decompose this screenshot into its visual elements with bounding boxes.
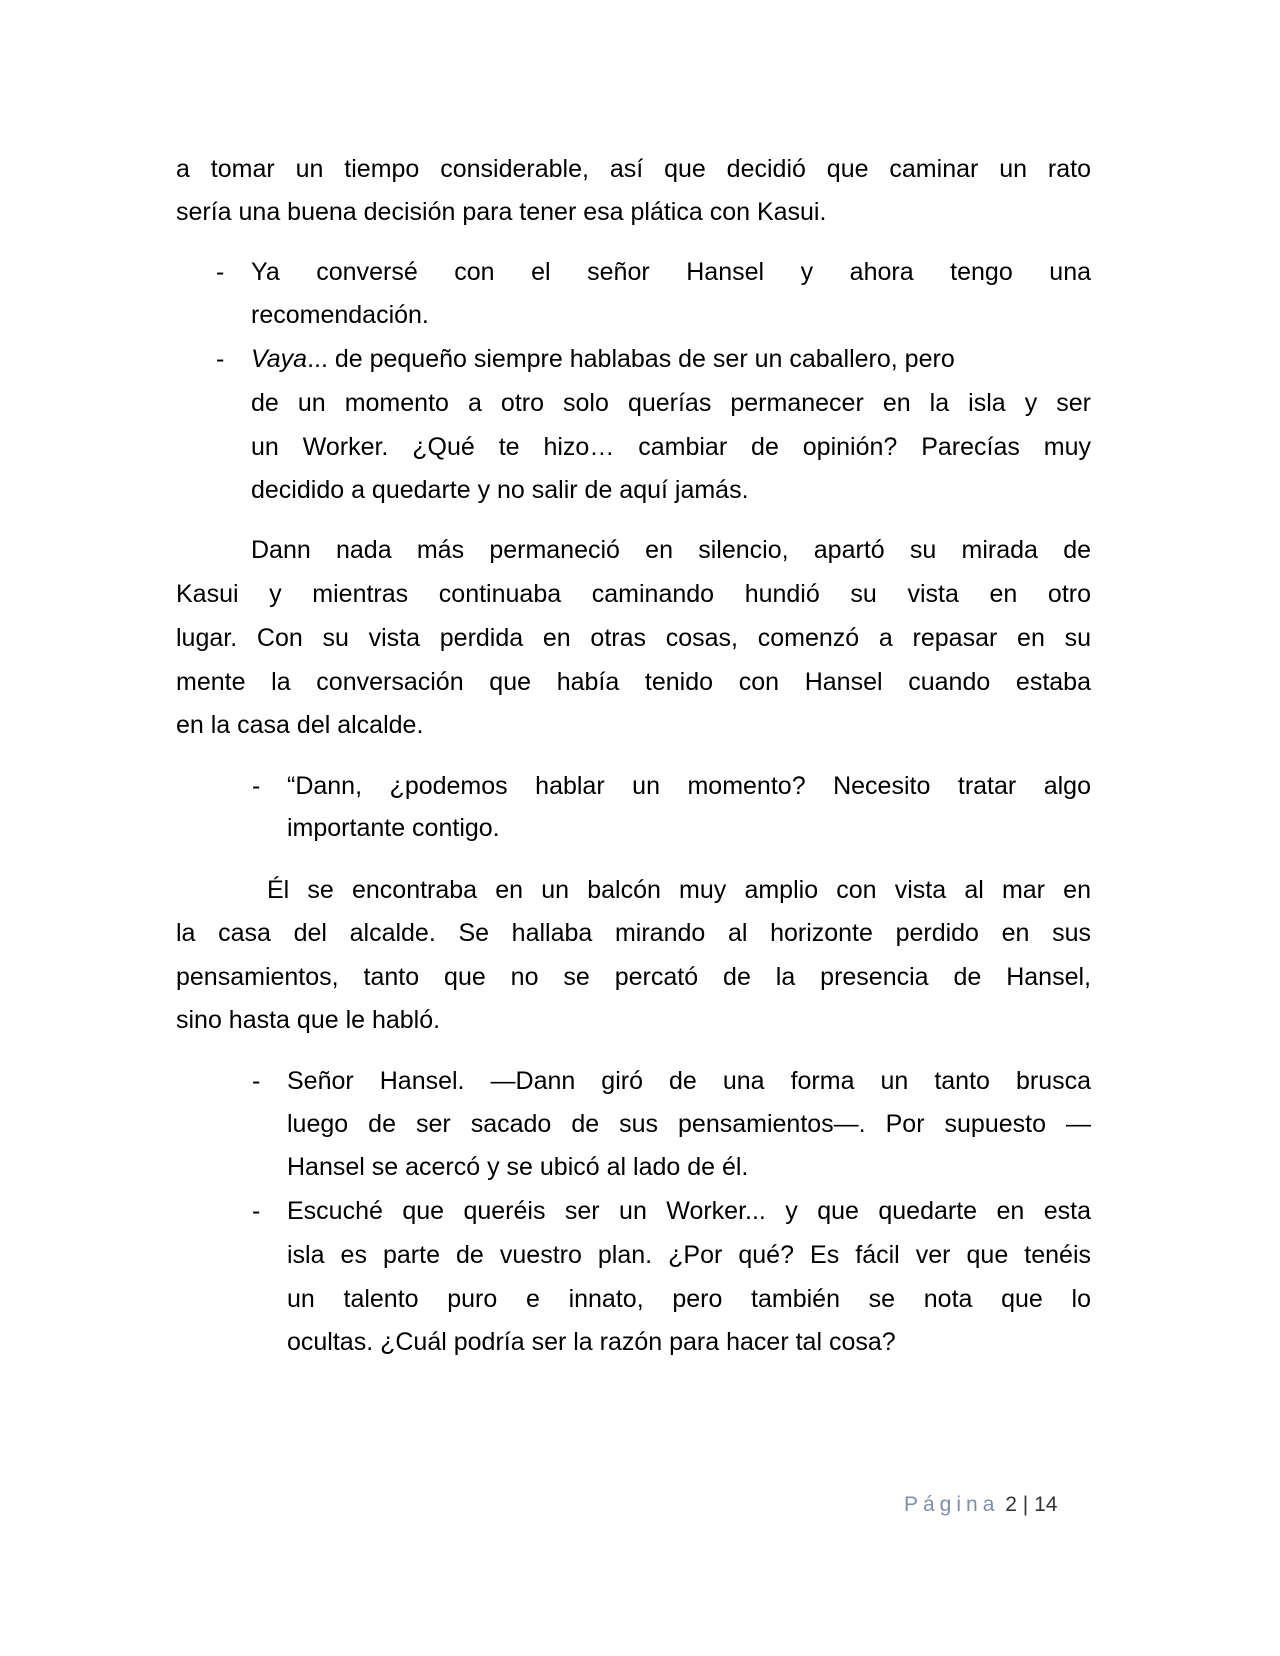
- dialogue-dash: -: [216, 345, 225, 373]
- page-separator: |: [1022, 1493, 1029, 1516]
- page-footer: [904, 1491, 1057, 1519]
- dialogue-text: ... de pequeño siempre hablabas de ser un caballero, pero: [307, 345, 955, 373]
- dialogue-dash: -: [216, 258, 225, 286]
- italic-word: Vaya: [251, 345, 308, 373]
- paragraph-line: sino hasta que le habló.: [176, 1006, 441, 1034]
- page-label: Página: [904, 1493, 1000, 1516]
- dialogue-line: ocultas. ¿Cuál podría ser la razón para hacer tal cosa?: [287, 1328, 896, 1356]
- dialogue-line: decidido a quedarte y no salir de aquí jamás.: [251, 476, 749, 504]
- paragraph-line: en la casa del alcalde.: [176, 711, 424, 739]
- dialogue-line: recomendación.: [251, 301, 429, 329]
- dialogue-dash: -: [252, 1067, 261, 1095]
- dialogue-line: un talento puro e innato, pero también se nota que lo: [287, 1285, 1091, 1313]
- dialogue-line: isla es parte de vuestro plan. ¿Por qué? Es fácil ver que tenéis: [287, 1241, 1091, 1269]
- paragraph-line: pensamientos, tanto que no se percató de la presencia de Hansel,: [176, 963, 1091, 991]
- paragraph-line: mente la conversación que había tenido con Hansel cuando estaba: [176, 668, 1091, 696]
- dialogue-line: [251, 344, 1091, 374]
- dialogue-line: Escuché que queréis ser un Worker... y que quedarte en esta: [287, 1197, 1091, 1225]
- paragraph-line: Él se encontraba en un balcón muy amplio con vista al mar en: [267, 876, 1091, 904]
- dialogue-line: “Dann, ¿podemos hablar un momento? Necesito tratar algo: [287, 772, 1091, 800]
- paragraph-line: sería una buena decisión para tener esa plática con Kasui.: [176, 198, 827, 226]
- dialogue-dash: -: [252, 1197, 261, 1225]
- paragraph-line: la casa del alcalde. Se hallaba mirando al horizonte perdido en sus: [176, 919, 1091, 947]
- paragraph-line: a tomar un tiempo considerable, así que decidió que caminar un rato: [176, 155, 1091, 183]
- paragraph-line: Kasui y mientras continuaba caminando hundió su vista en otro: [176, 580, 1091, 608]
- dialogue-line: Hansel se acercó y se ubicó al lado de él.: [287, 1153, 749, 1181]
- dialogue-line: un Worker. ¿Qué te hizo… cambiar de opinión? Parecías muy: [251, 433, 1091, 461]
- dialogue-line: Ya conversé con el señor Hansel y ahora tengo una: [251, 258, 1091, 286]
- page-total: 14: [1034, 1493, 1058, 1516]
- paragraph-line: lugar. Con su vista perdida en otras cosas, comenzó a repasar en su: [176, 624, 1091, 652]
- page-number: 2: [1005, 1493, 1017, 1516]
- dialogue-line: Señor Hansel. —Dann giró de una forma un tanto brusca: [287, 1067, 1091, 1095]
- dialogue-dash: -: [252, 772, 261, 800]
- dialogue-line: de un momento a otro solo querías permanecer en la isla y ser: [251, 389, 1091, 417]
- paragraph-line: Dann nada más permaneció en silencio, apartó su mirada de: [251, 536, 1091, 564]
- dialogue-line: importante contigo.: [287, 814, 500, 842]
- dialogue-line: luego de ser sacado de sus pensamientos—. Por supuesto —: [287, 1110, 1091, 1138]
